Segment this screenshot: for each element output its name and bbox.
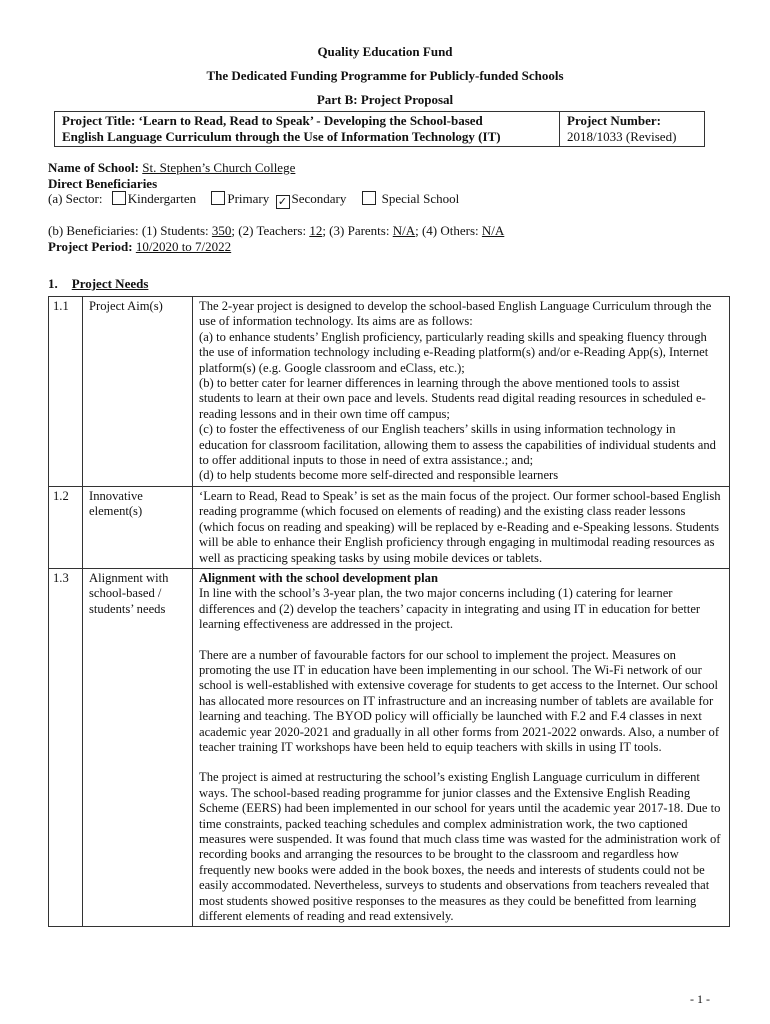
page-number: - 1 - [690,992,710,1006]
project-number-cell [560,112,705,147]
paragraph: The project is aimed at restructuring the school’s existing English Language curriculum in different ways. The school-based reading programme for junior classes and the Extensive English Reading Scheme (EERS) had been implemented in our school for years until the academic year 2017-18. Due to time constraints, packed teaching schedules and complex administration work, the two captioned measures were suspended. It was found that much class time was wasted for the administration work of recording books and arranging the resources to be brought to the classroom and regardless how frequently new books were added in the book boxes, the needs and interests of students could not be easily accommodated. Nevertheless, surveys to students and observations from teachers revealed that most students showed positive responses to the measures as they could be benefitted from learning different elements of reading and read extensively. [199,770,721,924]
section-title: Project Needs [71,276,149,291]
period-label: Project Period: [48,239,133,254]
sector-line [48,191,459,209]
row-label: Innovative element(s) [83,486,193,568]
special-school-checkbox[interactable] [362,191,376,205]
special-school-label: Special School [381,191,460,206]
paragraph: (b) to better cater for learner differences in learning through the above mentioned tools to assist students to learn at their own pace and levels. Students read digital reading resources in scheduled e-reading lessons and in their own time off campus; [199,376,706,421]
row-number: 1.2 [49,486,83,568]
part-title: Part B: Project Proposal [316,92,454,107]
programme-title: The Dedicated Funding Programme for Publicly-funded Schools [206,68,564,83]
table-row [49,486,730,568]
teachers-count: 12 [309,223,323,238]
beneficiaries-prefix: (b) Beneficiaries: (1) Students: [48,223,209,238]
beneficiaries-line [48,223,504,239]
parents-label: ; (3) Parents: [322,223,390,238]
row-number: 1.1 [49,297,83,487]
project-title-line1: Project Title: ‘Learn to Read, Read to Speak’ - Developing the School-based [62,113,483,128]
section-heading [48,276,148,292]
paragraph: (c) to foster the effectiveness of our English teachers’ skills in using information technology in education for classroom facilitation, allowing them to assess the capabilities of individual students and to offer additional inputs to those in need of extra assistance.; and; [199,422,716,468]
secondary-label: Secondary [291,191,347,206]
project-needs-table [48,296,730,927]
project-number-value: 2018/1033 (Revised) [567,129,677,144]
project-number-label: Project Number: [567,113,661,128]
teachers-label: ; (2) Teachers: [231,223,307,238]
paragraph: (a) to enhance students’ English proficiency, particularly reading skills and speaking fluency through the use of information technology including e-Reading platform(s) and/or e-Reading App(s), Internet platform(s) (e.g. Google classroom and eClass, etc.); [199,329,709,375]
others-label: ; (4) Others: [415,223,479,238]
school-name-label: Name of School: [48,160,139,175]
paragraph: ‘Learn to Read, Read to Speak’ is set as the main focus of the project. Our former school-based English reading programme (which focused on elements of reading) and the existing class reader lessons (which focus on reading and speaking) will be replaced by e-Reading and e-Speaking lessons. Students will be able to enhance their English proficiency through engaging in multimodal reading resources as well as practicing speaking tasks by using mobile devices or tablets. [199,488,721,565]
project-header-table [54,111,705,147]
beneficiaries-heading: Direct Beneficiaries [48,176,158,191]
section-number: 1. [48,276,58,291]
paragraph: In line with the school’s 3-year plan, the two major concerns including (1) catering for learner differences and (2) develop the teachers’ capacity in integrating and using IT in education for better learning effectiveness are addressed in the project. [199,586,701,632]
paragraph: The 2-year project is designed to develop the school-based English Language Curriculum through the use of information technology. Its aims are as follows: [199,299,712,329]
row-content [193,486,730,568]
table-row [49,568,730,927]
students-count: 350 [211,223,232,238]
sector-label: (a) Sector: [48,191,103,206]
row-label: Project Aim(s) [83,297,193,487]
row-content [193,297,730,487]
project-title-cell [55,112,560,147]
paragraph: (d) to help students become more self-directed and responsible learners [199,468,559,483]
others-count: N/A [481,223,505,238]
project-title-line2: English Language Curriculum through the Use of Information Technology (IT) [62,129,501,144]
project-period-line [48,239,231,255]
row-content [193,568,730,927]
table-row [49,297,730,487]
row-label: Alignment with school-based / students’ needs [83,568,193,927]
primary-checkbox[interactable] [211,191,225,205]
kindergarten-checkbox[interactable] [112,191,126,205]
school-name-line [48,160,295,176]
school-name-value: St. Stephen’s Church College [142,160,296,175]
period-value: 10/2020 to 7/2022 [135,239,232,254]
paragraph: There are a number of favourable factors for our school to implement the project. Measures on promoting the use IT in education have been implementing in our school. The Wi-Fi network of our school is well-established with extensive coverage for students to get access to the Internet. Our school has allocated more resources on IT infrastructure and an increasing number of tablets are available for learning and teaching. The BYOD policy will officially be launched with F.2 and F.4 classes in next academic year 2020-2021 and gradually in all other forms from 2021-2022 onwards. Also, a number of teacher training IT workshops have been held to equip teachers with skills in using IT tools. [199,647,720,754]
row-number: 1.3 [49,568,83,927]
fund-title: Quality Education Fund [317,44,453,59]
parents-count: N/A [392,223,416,238]
subheading: Alignment with the school development plan [199,570,438,585]
secondary-checkbox[interactable]: ✓ [276,195,290,209]
kindergarten-label: Kindergarten [127,191,197,206]
primary-label: Primary [227,191,270,206]
